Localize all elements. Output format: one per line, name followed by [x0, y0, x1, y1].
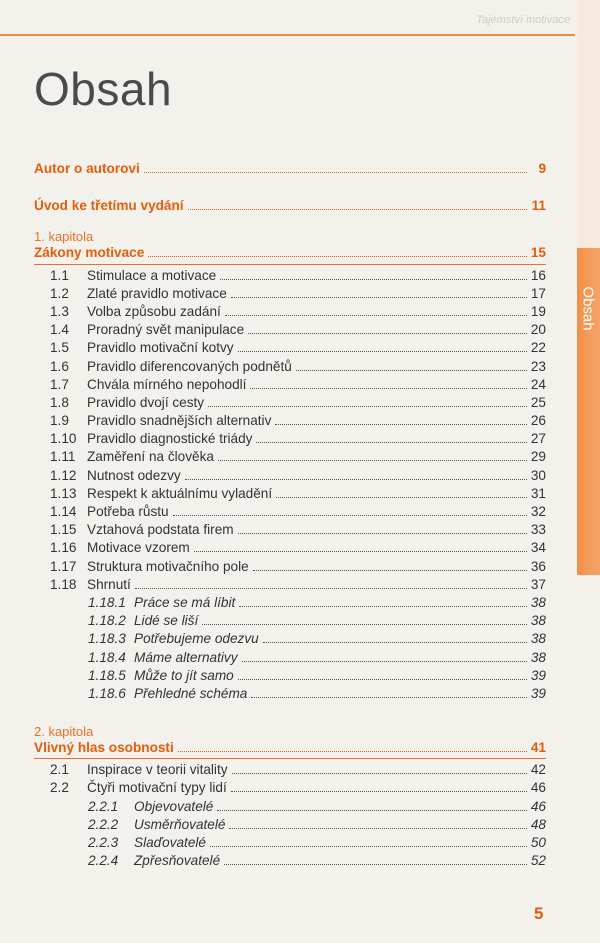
toc-page: 23 — [530, 358, 546, 374]
toc-page: 27 — [530, 431, 546, 447]
dot-leader — [251, 697, 527, 698]
toc-entry-number: 1.11 — [50, 449, 76, 465]
toc-entry-title: Úvod ke třetímu vydání — [34, 198, 184, 214]
toc-entry[interactable] — [34, 853, 546, 871]
toc-entry-title: Lidé se liší — [134, 613, 199, 629]
toc-entry-title: Zlaté pravidlo motivace — [87, 285, 227, 301]
dot-leader — [232, 773, 527, 774]
toc-page: 42 — [530, 762, 546, 778]
toc-page: 50 — [530, 835, 546, 850]
dot-leader — [250, 388, 527, 389]
toc-entry[interactable] — [34, 686, 546, 704]
toc-entry-number: 1.18 — [50, 576, 77, 592]
toc-entry[interactable] — [34, 835, 546, 853]
toc-entry-title: Volba způsobu zadání — [87, 303, 221, 319]
toc-entry[interactable] — [34, 762, 546, 780]
toc-entry[interactable] — [34, 340, 546, 358]
toc-page: 9 — [538, 161, 546, 176]
toc-entry-title: Respekt k aktuálnímu vyladění — [87, 485, 273, 501]
toc-entry[interactable] — [34, 540, 546, 558]
toc-entry-number: 1.13 — [50, 485, 77, 501]
toc-entry-number: 1.18.3 — [88, 631, 126, 647]
top-rule — [0, 34, 575, 36]
dot-leader — [238, 679, 527, 680]
dot-leader — [210, 846, 527, 847]
toc-entry-number: 1.18.5 — [88, 667, 126, 683]
toc-page: 37 — [530, 576, 546, 592]
toc-entry-number: 1.17 — [50, 558, 77, 574]
toc-page: 48 — [530, 816, 546, 832]
toc-page: 38 — [530, 594, 546, 610]
running-header: Tajemství motivace — [476, 14, 570, 26]
toc-page: 17 — [530, 285, 546, 301]
dot-leader — [263, 642, 527, 643]
toc-page: 33 — [530, 522, 546, 538]
dot-leader — [239, 606, 527, 607]
toc-page: 20 — [530, 322, 546, 338]
dot-leader — [231, 297, 527, 298]
side-tab — [577, 248, 600, 575]
toc-entry[interactable] — [34, 595, 546, 613]
page-title: Obsah — [34, 63, 173, 115]
dot-leader — [144, 172, 527, 173]
toc-entry[interactable] — [34, 359, 546, 377]
dot-leader — [238, 533, 527, 534]
page-number: 5 — [534, 904, 544, 923]
toc-entry-title: Nutnost odezvy — [87, 467, 181, 483]
toc-entry-title: Proradný svět manipulace — [87, 322, 245, 338]
dot-leader — [229, 828, 527, 829]
dot-leader — [253, 570, 527, 571]
side-tab-shadow — [577, 0, 600, 248]
toc-entry-number: 1.18.4 — [88, 649, 126, 665]
toc-entry[interactable] — [34, 650, 546, 668]
toc-page: 24 — [530, 376, 546, 392]
dot-leader — [173, 515, 527, 516]
toc-page: 25 — [530, 394, 546, 410]
dot-leader — [296, 370, 527, 371]
toc-entry-number: 1.7 — [50, 376, 69, 392]
side-tab-label: Obsah — [580, 285, 598, 331]
toc-entry[interactable] — [34, 431, 546, 449]
toc-entry-title: Pravidlo diagnostické triády — [87, 431, 253, 447]
toc-entry-title: Vztahová podstata firem — [87, 522, 234, 538]
toc-entry-title: Práce se má líbit — [134, 594, 236, 610]
toc-page: 19 — [530, 303, 546, 319]
toc-entry[interactable] — [34, 413, 546, 431]
toc-entry-title: Přehledné schéma — [134, 685, 248, 701]
toc-page: 39 — [530, 685, 546, 701]
dot-leader — [217, 810, 527, 811]
toc-entry-number: 1.9 — [50, 413, 69, 429]
toc-page: 39 — [530, 667, 546, 683]
dot-leader — [148, 256, 527, 257]
toc-entry-number: 1.1 — [50, 267, 69, 283]
toc-entry-title: Potřebujeme odezvu — [134, 631, 259, 647]
toc-entry[interactable] — [34, 668, 546, 686]
dot-leader — [275, 424, 527, 425]
toc-page: 36 — [530, 558, 546, 574]
toc-entry-title: Pravidlo snadnějších alternativ — [87, 413, 272, 429]
toc-entry-title: Objevovatelé — [134, 798, 214, 814]
toc-entry-title: Čtyři motivační typy lidí — [87, 780, 227, 796]
toc-entry-number: 1.15 — [50, 522, 77, 538]
toc-page: 46 — [530, 798, 546, 814]
toc-entry-author[interactable] — [34, 161, 546, 179]
toc-entry-title: Pravidlo dvojí cesty — [87, 394, 205, 410]
toc-entry-title: Chvála mírného nepohodlí — [87, 376, 247, 392]
toc-page: 38 — [530, 613, 546, 629]
dot-leader — [185, 479, 527, 480]
toc-entry[interactable] — [34, 268, 546, 286]
toc-entry-number: 1.3 — [50, 303, 69, 319]
toc-entry-title: Může to jít samo — [134, 667, 234, 683]
toc-page: 31 — [530, 485, 546, 501]
toc-entry-title: Inspirace v teorii vitality — [87, 762, 228, 778]
toc-entry-title: Zaměření na člověka — [87, 449, 214, 465]
toc-entry-title: Pravidlo diferencovaných podnětů — [87, 358, 292, 374]
toc-entry-title: Shrnutí — [87, 576, 131, 592]
toc-page: 26 — [530, 413, 546, 429]
toc-entry[interactable] — [34, 559, 546, 577]
toc-entry[interactable] — [34, 304, 546, 322]
toc-entry[interactable] — [34, 577, 546, 595]
toc-chapter-2[interactable] — [34, 740, 546, 759]
toc-entry[interactable] — [34, 468, 546, 486]
toc-entry-title: Motivace vzorem — [87, 540, 190, 556]
dot-leader — [194, 551, 527, 552]
dot-leader — [224, 864, 527, 865]
toc-page: 29 — [530, 449, 546, 465]
toc-entry-number: 1.6 — [50, 358, 69, 374]
toc-entry-title: Stimulace a motivace — [87, 267, 217, 283]
toc-entry[interactable] — [34, 817, 546, 835]
dot-leader — [178, 751, 527, 752]
toc-page: 38 — [530, 649, 546, 665]
dot-leader — [208, 406, 527, 407]
toc-entry-number: 2.1 — [50, 762, 69, 778]
toc-entry[interactable] — [34, 799, 546, 817]
toc-entry-number: 1.18.1 — [88, 594, 126, 610]
toc-entry-number: 1.16 — [50, 540, 77, 556]
toc-page: 41 — [530, 740, 546, 756]
toc-entry[interactable] — [34, 395, 546, 413]
toc-entry-number: 1.18.2 — [88, 613, 126, 629]
dot-leader — [225, 315, 527, 316]
dot-leader — [238, 351, 527, 352]
chapter-title: Zákony motivace — [34, 245, 145, 261]
toc-entry-number: 2.2.2 — [88, 816, 119, 832]
chapter-label: 1. kapitola — [34, 229, 94, 245]
dot-leader — [220, 279, 527, 280]
toc-entry-number: 1.5 — [50, 340, 69, 356]
toc-entry[interactable] — [34, 486, 546, 504]
toc-entry-number: 2.2 — [50, 780, 69, 796]
toc-entry-number: 2.2.3 — [88, 835, 119, 850]
toc-entry-title: Struktura motivačního pole — [87, 558, 249, 574]
dot-leader — [188, 209, 527, 210]
dot-leader — [276, 497, 527, 498]
dot-leader — [218, 460, 527, 461]
toc-entry[interactable] — [34, 449, 546, 467]
toc-page: 16 — [530, 267, 546, 283]
toc-entry-title: Usměrňovatelé — [134, 816, 226, 832]
toc-entry[interactable] — [34, 504, 546, 522]
toc-entry-number: 1.8 — [50, 394, 69, 410]
toc-page: 34 — [530, 540, 546, 556]
toc-entry-number: 1.2 — [50, 285, 69, 301]
dot-leader — [256, 442, 527, 443]
toc-entry-intro[interactable] — [34, 198, 546, 216]
toc-page: 38 — [530, 631, 546, 647]
toc-page: 52 — [530, 853, 546, 869]
toc-entry[interactable] — [34, 377, 546, 395]
toc-entry-title: Zpřesňovatelé — [134, 853, 221, 869]
toc-entry[interactable] — [34, 780, 546, 798]
dot-leader — [135, 588, 527, 589]
toc-entry-title: Autor o autorovi — [34, 161, 140, 176]
toc-entry-number: 1.18.6 — [88, 685, 126, 701]
toc-entry[interactable] — [34, 631, 546, 649]
table-of-contents — [34, 161, 546, 871]
toc-entry-number: 1.4 — [50, 322, 69, 338]
toc-entry-number: 2.2.1 — [88, 798, 119, 814]
chapter-title: Vlivný hlas osobnosti — [34, 740, 174, 756]
toc-page: 46 — [530, 780, 546, 796]
dot-leader — [202, 624, 527, 625]
toc-entry-number: 2.2.4 — [88, 853, 119, 869]
toc-page: 22 — [530, 340, 546, 356]
toc-entry-number: 1.12 — [50, 467, 77, 483]
toc-entry[interactable] — [34, 613, 546, 631]
toc-entry-title: Máme alternativy — [134, 649, 238, 665]
dot-leader — [248, 333, 527, 334]
toc-entry-title: Slaďovatelé — [134, 835, 206, 850]
toc-page: 15 — [530, 245, 546, 261]
toc-entry-title: Pravidlo motivační kotvy — [87, 340, 234, 356]
toc-entry[interactable] — [34, 286, 546, 304]
toc-page: 32 — [530, 504, 546, 519]
dot-leader — [242, 661, 528, 662]
dot-leader — [231, 791, 527, 792]
toc-page: 11 — [531, 198, 546, 214]
toc-chapter-1[interactable] — [34, 245, 546, 264]
toc-entry-number: 1.10 — [50, 431, 77, 447]
toc-entry-number: 1.14 — [50, 504, 77, 519]
toc-page: 30 — [530, 467, 546, 483]
chapter-label: 2. kapitola — [34, 724, 94, 740]
toc-entry[interactable] — [34, 522, 546, 540]
toc-entry[interactable] — [34, 322, 546, 340]
toc-entry-title: Potřeba růstu — [87, 504, 169, 519]
